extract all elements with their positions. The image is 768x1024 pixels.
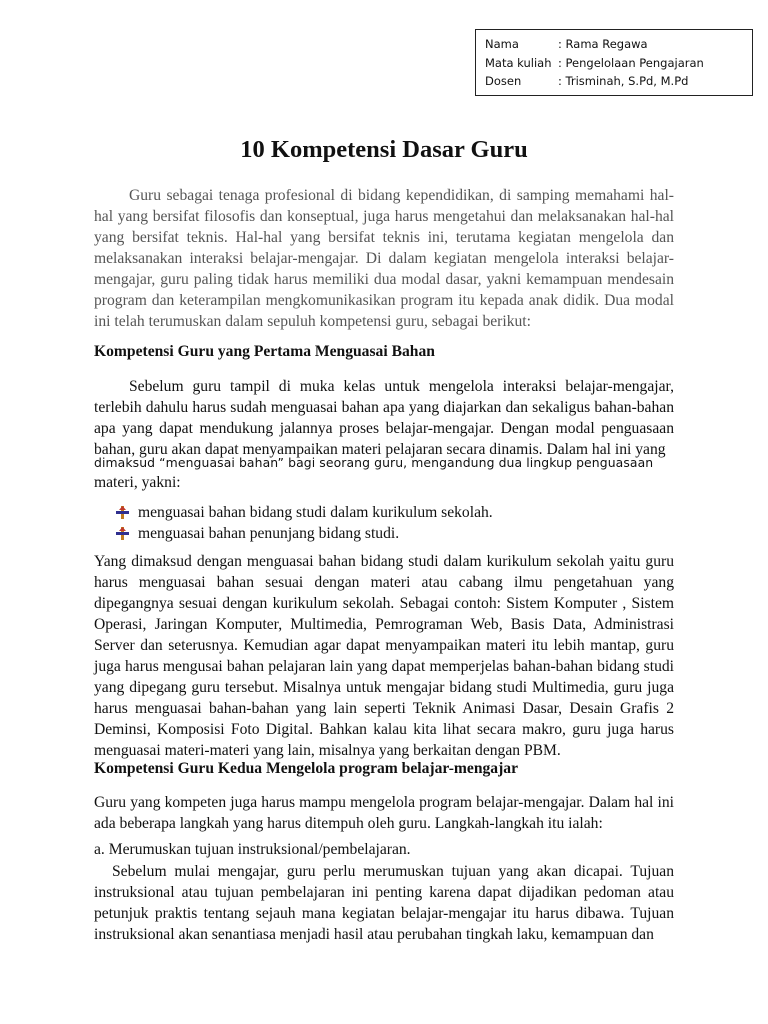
section2-heading: Kompetensi Guru Kedua Mengelola program belajar-mengajar [94, 760, 519, 777]
info-row-matakuliah [485, 54, 752, 73]
document-title: 10 Kompetensi Dasar Guru [240, 136, 528, 163]
matakuliah-label: Mata kuliah [485, 55, 552, 70]
bullet-list [116, 502, 493, 544]
nama-label: Nama [485, 37, 519, 51]
section1-heading: Kompetensi Guru yang Pertama Menguasai Bahan [94, 343, 435, 360]
list-item [116, 523, 493, 544]
arrow-bullet-icon [116, 506, 129, 519]
section1-paragraph-b: dimaksud “menguasai bahan” bagi seorang guru, mengandung dua lingkup penguasaan [94, 455, 654, 470]
dosen-value: : Trisminah, S.Pd, M.Pd [558, 74, 689, 88]
dosen-label: Dosen [485, 74, 522, 88]
list-item [116, 502, 493, 523]
section1-paragraph-2: Yang dimaksud dengan menguasai bahan bidang studi dalam kurikulum sekolah yaitu guru harus menguasai bahan sesuai dengan materi atau cabang ilmu pengetahuan yang dipegangnya sesuai dengan kurikulum sekolah. Sebagai contoh: Sistem Komputer , Sistem Operasi, Jaringan Komputer, Multimedia, Pemrograman Web, Basis Data, Administrasi Server dan seterusnya. Kemudian agar dapat menyampaikan materi itu lebih mantap, guru juga harus mengusai bahan pelajaran lain yang dapat memperjelas bahan-bahan bidang studi yang dipegang guru tersebut. Misalnya untuk mengajar bidang studi Multimedia, guru juga harus menguasai bahan-bahan yang lain seperti Teknik Animasi Dasar, Desain Grafis 2 Deminsi, Komposisi Foto Digital. Bahkan kalau kita lihat secara makro, guru juga harus menguasai materi-materi yang lain, misalnya yang berkaitan dengan PBM. [94, 553, 674, 759]
matakuliah-value: : Pengelolaan Pengajaran [558, 55, 704, 70]
arrow-bullet-icon [116, 527, 129, 540]
nama-value: : Rama Regawa [558, 37, 648, 51]
info-row-dosen [485, 72, 752, 91]
intro-paragraph: Guru sebagai tenaga profesional di bidang kependidikan, di samping memahami hal-hal yang bersifat filosofis dan konseptual, juga harus mengetahui dan melaksanakan hal-hal yang bersifat teknis. Hal-hal yang bersifat teknis ini, terutama kegiatan mengelola dan melaksanakan interaksi belajar-mengajar. Di dalam kegiatan mengelola interaksi belajar-mengajar, guru paling tidak harus memiliki dua modal dasar, yakni kemampuan mendesain program dan keterampilan mengkomunikasikan program itu kepada anak didik. Dua modal ini telah terumuskan dalam sepuluh kompetensi guru, sebagai berikut: [94, 187, 674, 330]
section1-paragraph-c: materi, yakni: [94, 474, 181, 491]
bullet-text: menguasai bahan penunjang bidang studi. [138, 525, 400, 542]
bullet-text: menguasai bahan bidang studi dalam kurikulum sekolah. [138, 504, 493, 521]
section1-paragraph-a: Sebelum guru tampil di muka kelas untuk mengelola interaksi belajar-mengajar, terlebih dahulu harus sudah menguasai bahan apa yang diajarkan dan sekaligus bahan-bahan apa yang dapat mendukung jalannya proses belajar-mengajar. Dengan modal penguasaan bahan, guru akan dapat menyampaikan materi pelajaran secara dinamis. Dalam hal ini yang [94, 378, 674, 458]
section2-paragraph-1: Guru yang kompeten juga harus mampu mengelola program belajar-mengajar. Dalam hal ini ada beberapa langkah yang harus ditempuh oleh guru. Langkah-langkah itu ialah: [94, 794, 674, 832]
section2-subheading-a: a. Merumuskan tujuan instruksional/pembelajaran. [94, 841, 411, 858]
section2-subparagraph-a: Sebelum mulai mengajar, guru perlu merumuskan tujuan yang akan dicapai. Tujuan instruksional atau tujuan pembelajaran ini penting karena dapat dijadikan pedoman atau petunjuk praktis tentang sejauh mana kegiatan belajar-mengajar itu harus dibawa. Tujuan instruksional akan senantiasa menjadi hasil atau perubahan tingkah laku, kemampuan dan [94, 863, 674, 943]
student-info-box [475, 29, 753, 96]
info-row-nama [485, 35, 752, 54]
